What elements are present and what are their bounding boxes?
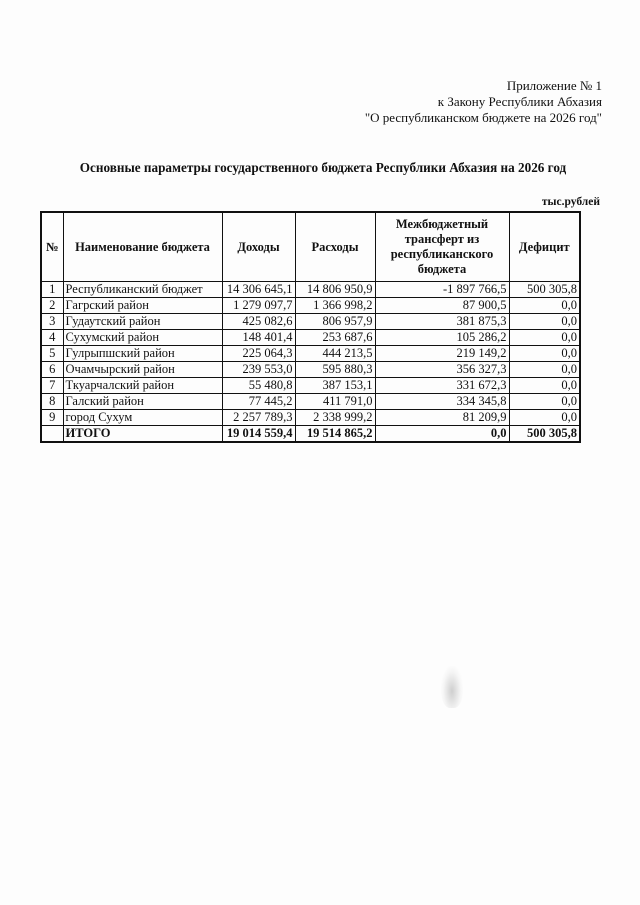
table-row (41, 378, 580, 394)
row-budget-name: Очамчырский район (63, 362, 222, 378)
row-number: 7 (41, 378, 63, 394)
row-expenses: 253 687,6 (295, 330, 375, 346)
row-budget-name: Ткуарчалский район (63, 378, 222, 394)
row-deficit: 0,0 (509, 394, 580, 410)
table-header-row (41, 212, 580, 282)
row-deficit: 0,0 (509, 330, 580, 346)
row-expenses: 14 806 950,9 (295, 282, 375, 298)
row-deficit: 0,0 (509, 346, 580, 362)
row-transfer: 381 875,3 (375, 314, 509, 330)
total-transfer: 0,0 (375, 426, 509, 443)
row-expenses: 1 366 998,2 (295, 298, 375, 314)
row-number: 2 (41, 298, 63, 314)
row-number: 1 (41, 282, 63, 298)
row-transfer: 87 900,5 (375, 298, 509, 314)
row-income: 2 257 789,3 (222, 410, 295, 426)
header-expenses: Расходы (295, 212, 375, 282)
row-budget-name: Сухумский район (63, 330, 222, 346)
row-deficit: 0,0 (509, 298, 580, 314)
total-expenses: 19 514 865,2 (295, 426, 375, 443)
row-transfer: 219 149,2 (375, 346, 509, 362)
appendix-header (365, 78, 602, 126)
row-number: 8 (41, 394, 63, 410)
row-budget-name: город Сухум (63, 410, 222, 426)
row-income: 55 480,8 (222, 378, 295, 394)
budget-table (40, 211, 581, 443)
row-income: 148 401,4 (222, 330, 295, 346)
row-number: 4 (41, 330, 63, 346)
table-row (41, 394, 580, 410)
table-row (41, 362, 580, 378)
table-row (41, 330, 580, 346)
row-expenses: 387 153,1 (295, 378, 375, 394)
appendix-law-reference: к Закону Республики Абхазия (437, 94, 602, 109)
header-income: Доходы (222, 212, 295, 282)
row-budget-name: Республиканский бюджет (63, 282, 222, 298)
row-transfer: 356 327,3 (375, 362, 509, 378)
row-deficit: 500 305,8 (509, 282, 580, 298)
row-income: 225 064,3 (222, 346, 295, 362)
row-deficit: 0,0 (509, 362, 580, 378)
table-row (41, 410, 580, 426)
row-expenses: 444 213,5 (295, 346, 375, 362)
row-expenses: 806 957,9 (295, 314, 375, 330)
row-transfer: -1 897 766,5 (375, 282, 509, 298)
row-number: 3 (41, 314, 63, 330)
row-number: 5 (41, 346, 63, 362)
row-expenses: 595 880,3 (295, 362, 375, 378)
header-budget-name: Наименование бюджета (63, 212, 222, 282)
row-transfer: 331 672,3 (375, 378, 509, 394)
total-income: 19 014 559,4 (222, 426, 295, 443)
row-transfer: 334 345,8 (375, 394, 509, 410)
row-budget-name: Гулрыпшский район (63, 346, 222, 362)
table-row (41, 282, 580, 298)
table-total-row (41, 426, 580, 443)
document-title: Основные параметры государственного бюджета Республики Абхазия на 2026 год (79, 160, 567, 175)
units-label: тыс.рублей (541, 196, 600, 208)
total-label: ИТОГО (63, 426, 222, 443)
row-transfer: 105 286,2 (375, 330, 509, 346)
table-row (41, 298, 580, 314)
header-deficit: Дефицит (509, 212, 580, 282)
row-expenses: 2 338 999,2 (295, 410, 375, 426)
row-transfer: 81 209,9 (375, 410, 509, 426)
row-deficit: 0,0 (509, 314, 580, 330)
appendix-number: Приложение № 1 (506, 78, 602, 93)
row-income: 239 553,0 (222, 362, 295, 378)
row-income: 425 082,6 (222, 314, 295, 330)
row-income: 14 306 645,1 (222, 282, 295, 298)
total-deficit: 500 305,8 (509, 426, 580, 443)
row-number: 6 (41, 362, 63, 378)
row-expenses: 411 791,0 (295, 394, 375, 410)
total-number (41, 426, 63, 443)
row-deficit: 0,0 (509, 378, 580, 394)
table-row (41, 314, 580, 330)
row-number: 9 (41, 410, 63, 426)
scan-smudge (441, 666, 463, 708)
table-row (41, 346, 580, 362)
row-deficit: 0,0 (509, 410, 580, 426)
row-budget-name: Гагрский район (63, 298, 222, 314)
header-transfer: Межбюджетный трансферт из республиканского бюджета (375, 212, 509, 282)
appendix-law-title: "О республиканском бюджете на 2026 год" (364, 110, 602, 125)
row-income: 1 279 097,7 (222, 298, 295, 314)
row-budget-name: Гудаутский район (63, 314, 222, 330)
row-income: 77 445,2 (222, 394, 295, 410)
row-budget-name: Галский район (63, 394, 222, 410)
header-number: № (41, 212, 63, 282)
